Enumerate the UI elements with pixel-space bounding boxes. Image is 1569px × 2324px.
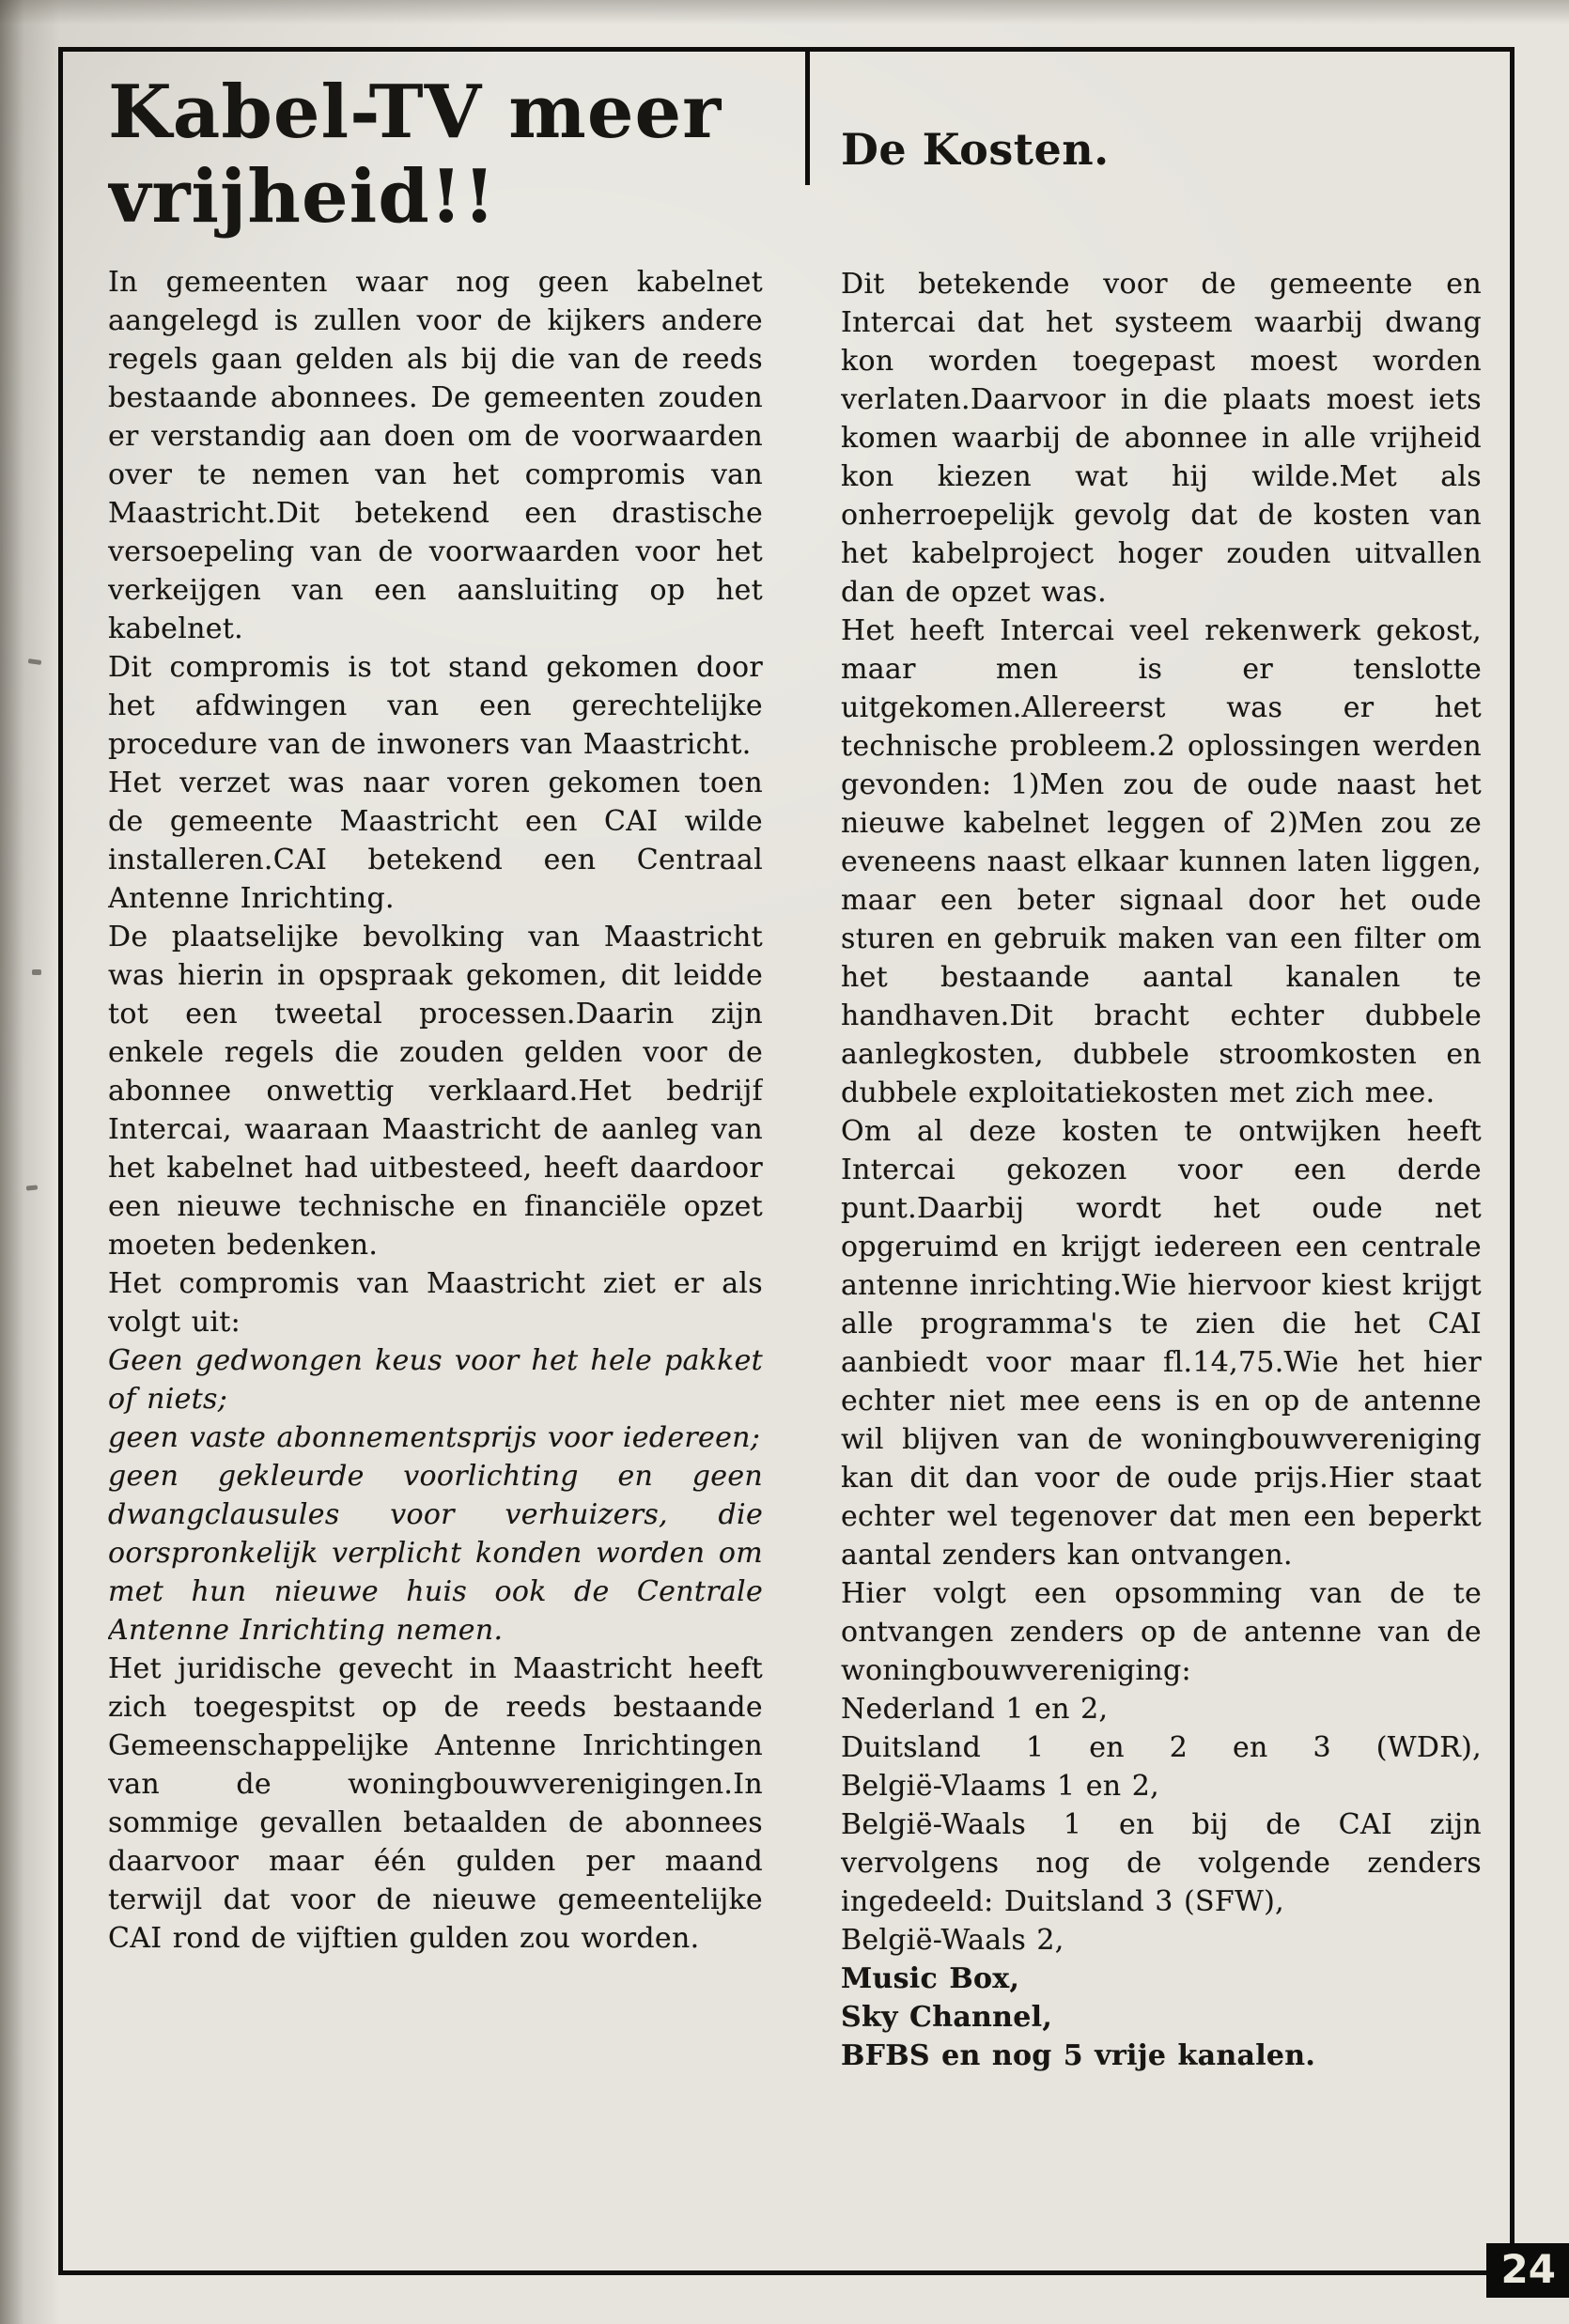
left-column <box>108 70 763 2252</box>
article-border-frame <box>58 47 1515 2275</box>
paragraph: De plaatselijke bevolking van Maastricht was hierin in opspraak gekomen, dit leidde tot een tweetal processen.Daarin zijn enkele regels die zouden gelden voor de abonnee onwettig verklaard.Het bedrijf Intercai, waaraan Maastricht de aanleg van het kabelnet had uitbesteed, heeft daardoor een nieuwe technische en financiële opzet moeten bedenken. <box>108 920 763 1262</box>
paragraph: Het compromis van Maastricht ziet er als volgt uit: <box>108 1266 763 1339</box>
paragraph: Het heeft Intercai veel rekenwerk gekost, maar men is er tenslotte uitgekomen.Allereerst was er het technische probleem.2 oplossingen werden gevonden: 1)Men zou de oude naast het nieuwe kabelnet leggen of 2)Men zou ze eveneens naast elkaar kunnen laten liggen, maar een beter signaal door het oude sturen en gebruik maken van een filter om het bestaande aantal kanalen te handhaven.Dit bracht echter dubbele aanlegkosten, dubbele stroomkosten en dubbele exploitatiekosten met zich mee. <box>841 613 1482 1109</box>
section-heading: De Kosten. <box>841 124 1110 175</box>
paragraph: Dit compromis is tot stand gekomen door het afdwingen van een gerechtelijke procedure van de inwoners van Maastricht. <box>108 650 763 761</box>
scan-artifact <box>32 969 41 975</box>
paragraph-italic: geen vaste abonnementsprijs voor iedereen; <box>108 1420 761 1454</box>
scan-edge-shadow-top <box>0 0 1569 24</box>
channel-list-item: Duitsland 1 en 2 en 3 (WDR), <box>841 1730 1482 1764</box>
paragraph: Hier volgt een opsomming van de te ontvangen zenders op de antenne van de woningbouwvereniging: <box>841 1576 1482 1687</box>
paragraph: Dit betekende voor de gemeente en Intercai dat het systeem waarbij dwang kon worden toegepast moest worden verlaten.Daarvoor in die plaats moest iets komen waarbij de abonnee in alle vrijheid kon kiezen wat hij wilde.Met als onherroepelijk gevolg dat de kosten van het kabelproject hoger zouden uitvallen dan de opzet was. <box>841 267 1482 609</box>
channel-list-item: Nederland 1 en 2, <box>841 1692 1109 1726</box>
page-number: 24 <box>1486 2243 1569 2298</box>
paragraph: Om al deze kosten te ontwijken heeft Intercai gekozen voor een derde punt.Daarbij wordt het oude net opgeruimd en krijgt iedereen een centrale antenne inrichting.Wie hiervoor kiest krijgt alle programma's te zien die het CAI aanbiedt voor maar fl.14,75.Wie het hier echter niet mee eens is en op de antenne wil blijven van de woningbouwvereniging kan dit dan voor de oude prijs.Hier staat echter wel tegenover dat men een beperkt aantal zenders kan ontvangen. <box>841 1114 1482 1572</box>
channel-list-item: België-Waals 2, <box>841 1923 1064 1957</box>
paragraph: Het verzet was naar voren gekomen toen de gemeente Maastricht een CAI wilde installeren.CAI betekend een Centraal Antenne Inrichting. <box>108 766 763 915</box>
scan-edge-shadow-left <box>0 0 60 2324</box>
paragraph-italic: geen gekleurde voorlichting en geen dwangclausules voor verhuizers, die oorspronkelijk verplicht konden worden om met hun nieuwe huis ook de Centrale Antenne Inrichting nemen. <box>108 1459 763 1647</box>
right-column <box>841 70 1482 2252</box>
channel-list-item-bold: Sky Channel, <box>841 2000 1053 2034</box>
channel-list-item: België-Vlaams 1 en 2, <box>841 1769 1159 1803</box>
column-divider-line <box>805 52 810 185</box>
channel-list-item: België-Waals 1 en bij de CAI zijn vervolgens nog de volgende zenders ingedeeld: Duitsland 3 (SFW), <box>841 1807 1482 1918</box>
paragraph: In gemeenten waar nog geen kabelnet aangelegd is zullen voor de kijkers andere regels gaan gelden als bij die van de reeds bestaande abonnees. De gemeenten zouden er verstandig aan doen om de voorwaarden over te nemen van het compromis van Maastricht.Dit betekend een drastische versoepeling van de voorwaarden voor het verkeijgen van een aansluiting op het kabelnet. <box>108 265 763 645</box>
paragraph-italic: Geen gedwongen keus voor het hele pakket of niets; <box>108 1343 763 1416</box>
channel-list-item-bold: BFBS en nog 5 vrije kanalen. <box>841 2038 1316 2072</box>
article-title: Kabel-TV meer vrijheid!! <box>108 70 722 240</box>
paragraph: Het juridische gevecht in Maastricht heeft zich toegespitst op de reeds bestaande Gemeenschappelijke Antenne Inrichtingen van de woningbouwverenigingen.In sommige gevallen betaalden de abonnees daarvoor maar één gulden per maand terwijl dat voor de nieuwe gemeentelijke CAI rond de vijftien gulden zou worden. <box>108 1651 763 1955</box>
channel-list-item-bold: Music Box, <box>841 1961 1020 1995</box>
